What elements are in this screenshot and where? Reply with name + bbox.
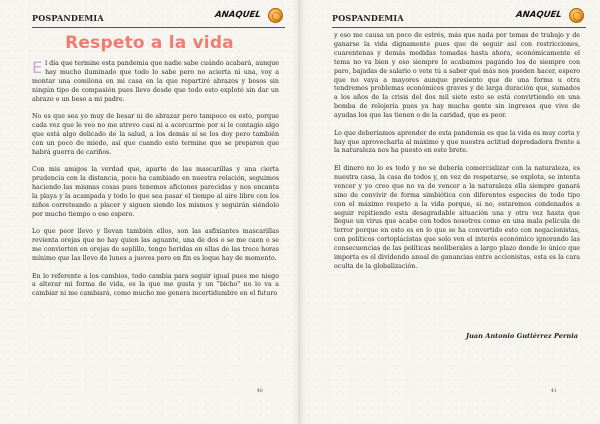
dropcap: E	[32, 58, 43, 77]
paragraph: No es que sea yo muy de besar ni de abrazar pero tampoco es esto, porque cada vez que le veo no me atrevo casi ni a acercarme por si le contagio algo que está algo delicado de la salud, a los demás sí se los doy pero también con un poco de miedo, así que cuando esto termine que se preparen que habrá guerra de cariños.	[32, 113, 279, 156]
magazine-logo-text: ANAQUEL	[214, 10, 262, 20]
page-number: 40	[257, 389, 263, 394]
section-name: POSPANDEMIA	[332, 13, 404, 23]
paragraph	[32, 60, 279, 105]
page-header	[32, 8, 285, 28]
paragraph: En lo referente a los cambios, todo cambia para seguir igual pues me niego a alterar mi forma de vida, es la que me gusta y un "bicho" no lo va a cambiar ni me cambiará, como mucho me genera incertidumbre en el futuro	[32, 272, 279, 298]
author-signature: Juan Antonio Gutiérrez Pernia	[466, 332, 578, 340]
header-rule	[32, 27, 285, 28]
article-body-left	[32, 60, 279, 308]
paragraph: Lo que deberíamos aprender de esta pandemia es que la vida es muy corta y hay que aprovecharla al máximo y que nuestra actitud depredadora frente a la naturaleza nos ha puesto en este brete.	[334, 129, 580, 155]
page-number: 41	[551, 389, 557, 394]
page-header	[332, 8, 586, 28]
article-title: Respeto a la vida	[65, 33, 234, 53]
section-name: POSPANDEMIA	[32, 13, 104, 23]
magazine-logo-icon	[268, 8, 283, 23]
right-page	[300, 0, 600, 424]
magazine-logo-text: ANAQUEL	[515, 10, 563, 20]
paragraph: Lo que peor llevo y llevan también ellos, son las asfixiantes mascarillas revienta orejas que no hay quien las aguante, una de dos o se me caen o se me convierten en orejas de soplillo, tengo heridas en ellas de las trece horas mínimo que las llevo de lunes a jueves pero en fin es loque hay de momento.	[32, 228, 279, 262]
article-body-right	[334, 32, 580, 280]
paragraph: y eso me causa un poco de estrés, más que nada por temas de trabajo y de ganarse la vida dignamente pues que de seguir así con restricciones, cuarentenas y demás medidas tomadas hasta ahora, económicamente el tema no va bien y eso siempre lo acabamos pagando los de siempre con paro, bajadas de salario o vete tú a saber qué más nos pueden hacer, espero que no vaya a mayores aunque presiento que de una forma u otra tendremos problemas económicos graves y de larga duración que, sumados a los años de la crisis del dos mil siete esto se está convirtiendo en una bomba de relojería pues ya hay mucha gente sin ingresos que vive de ayudas los que las tienen o de la caridad, que es peor.	[334, 32, 580, 120]
header-rule	[332, 27, 586, 28]
paragraph-text: l día que termine esta pandemia que nadie sabe cuándo acabará, aunque hay mucho iluminado que todo lo sabe pero no acierta ni una, voy a montar una comilona en mi casa en la que repartiré abrazos y besos sin ningún tipo de compasión pues llevo desde que todo esto explotó sin dar un abrazo o un beso a mi padre.	[32, 60, 279, 103]
magazine-logo-icon	[569, 8, 584, 23]
paragraph: Con mis amigos la verdad que, aparte de las mascarillas y una cierta prudencia con la distancia, poco ha cambiado en nuestra relación, seguimos haciendo las mismas cosas pues tenemos aficiones parecidas y nos encanta la playa y la acampada y todo lo que sea pasar el tiempo al aire libre con los niños correteando a placer y siguen siendo los mismos y seguirán siéndolo por mucho tiempo o eso espero.	[32, 166, 279, 218]
paragraph: El dinero no lo es todo y no se debería comercializar con la naturaleza, es nuestra casa, la casa de todos y, en vez de respetarse, se explota, se intenta vencer y yo creo que no va de vencer a la naturaleza ella siempre ganará sino de convivir de forma simbiótica con diferentes especies de todo tipo con el máximo respeto a la vida porque, si no, estaremos condenados a seguir repitiendo esta desagradable situación una y otra vez hasta que llegue un virus que acabe con todos nosotros como en una mala película de terror porque en esto es en lo que se ha convertido esto con negacionistas, con políticos cortoplacistas que solo ven el interés económico ignorando las consecuencias de las políticas neoliberales a largo plazo donde lo único que importa es el dividendo anual de ganancias entre accionistas, esta es la cara oculta de la globalización.	[334, 164, 580, 270]
